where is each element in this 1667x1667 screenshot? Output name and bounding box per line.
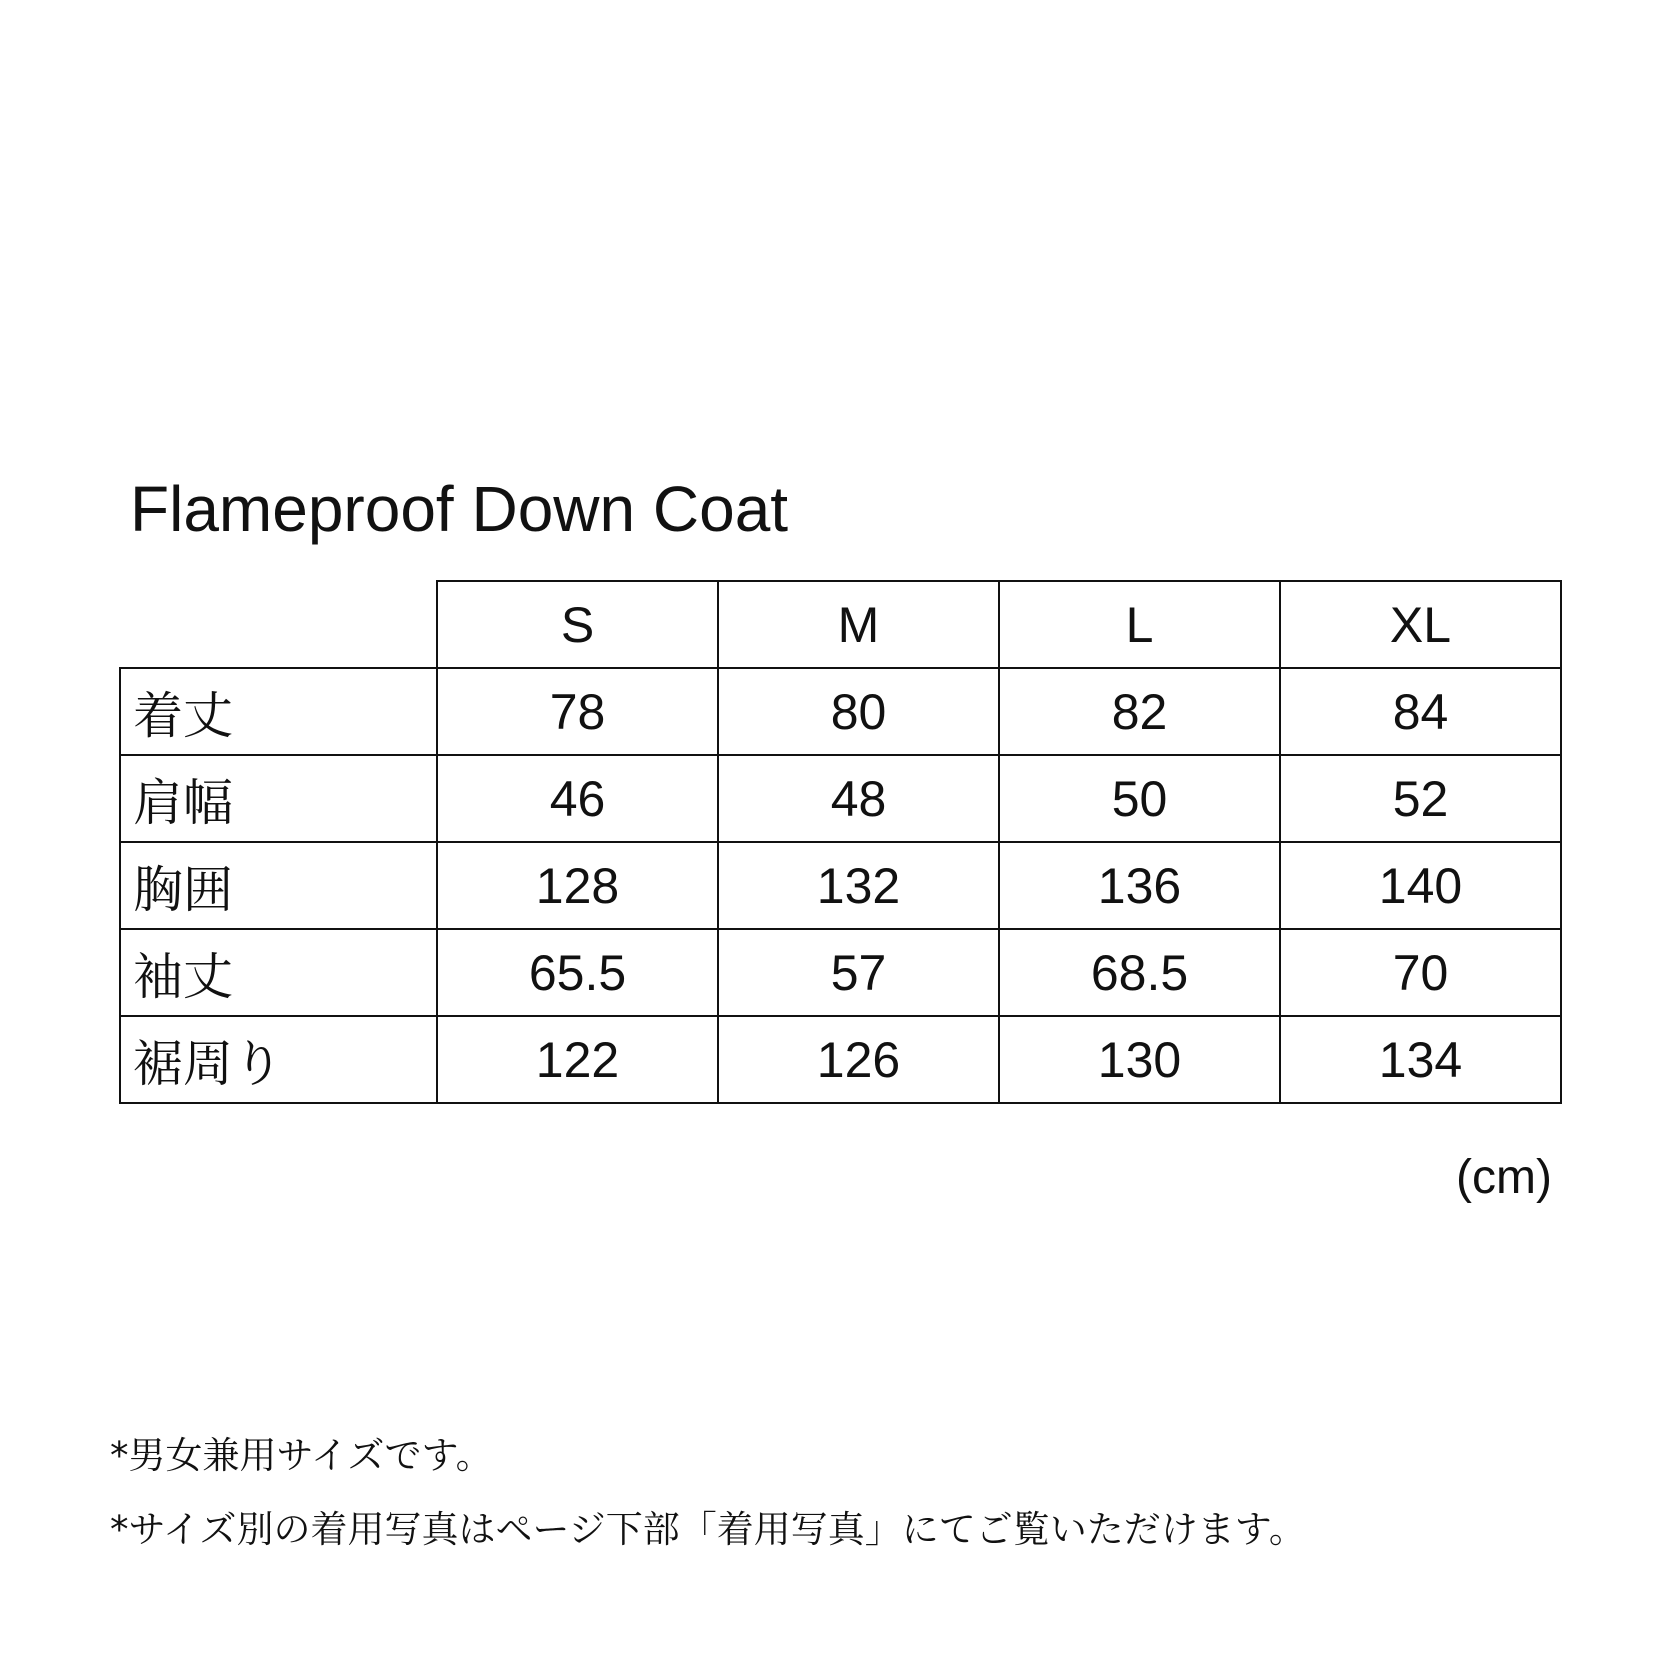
table-cell: 122 bbox=[437, 1016, 718, 1103]
table-row bbox=[120, 668, 1561, 755]
table-cell: 50 bbox=[999, 755, 1280, 842]
size-header-l: L bbox=[999, 581, 1280, 668]
table-row bbox=[120, 929, 1561, 1016]
unit-label: (cm) bbox=[1456, 1151, 1552, 1204]
row-label-shoulder: 肩幅 bbox=[120, 755, 437, 842]
table-cell: 132 bbox=[718, 842, 999, 929]
table-cell: 57 bbox=[718, 929, 999, 1016]
row-label-sleeve: 袖丈 bbox=[120, 929, 437, 1016]
size-header-s: S bbox=[437, 581, 718, 668]
table-cell: 130 bbox=[999, 1016, 1280, 1103]
photo-note: *サイズ別の着用写真はページ下部「着用写真」にてご覧いただけます。 bbox=[110, 1508, 1306, 1551]
header-row bbox=[120, 581, 1561, 668]
row-label-chest: 胸囲 bbox=[120, 842, 437, 929]
table-cell: 82 bbox=[999, 668, 1280, 755]
table-cell: 48 bbox=[718, 755, 999, 842]
table-row bbox=[120, 842, 1561, 929]
table-cell: 128 bbox=[437, 842, 718, 929]
table-cell: 84 bbox=[1280, 668, 1561, 755]
table-row bbox=[120, 755, 1561, 842]
table-cell: 140 bbox=[1280, 842, 1561, 929]
size-header-m: M bbox=[718, 581, 999, 668]
row-label-length: 着丈 bbox=[120, 668, 437, 755]
size-chart-table bbox=[119, 580, 1562, 1104]
table-cell: 70 bbox=[1280, 929, 1561, 1016]
table-cell: 68.5 bbox=[999, 929, 1280, 1016]
table-cell: 80 bbox=[718, 668, 999, 755]
table-row bbox=[120, 1016, 1561, 1103]
size-header-xl: XL bbox=[1280, 581, 1561, 668]
table-cell: 126 bbox=[718, 1016, 999, 1103]
corner-cell bbox=[120, 581, 437, 668]
table-cell: 52 bbox=[1280, 755, 1561, 842]
table-cell: 65.5 bbox=[437, 929, 718, 1016]
table-cell: 78 bbox=[437, 668, 718, 755]
product-title: Flameproof Down Coat bbox=[130, 473, 789, 545]
row-label-hem: 裾周り bbox=[120, 1016, 437, 1103]
table-cell: 134 bbox=[1280, 1016, 1561, 1103]
table-cell: 46 bbox=[437, 755, 718, 842]
table-cell: 136 bbox=[999, 842, 1280, 929]
unisex-note: *男女兼用サイズです。 bbox=[110, 1434, 493, 1477]
